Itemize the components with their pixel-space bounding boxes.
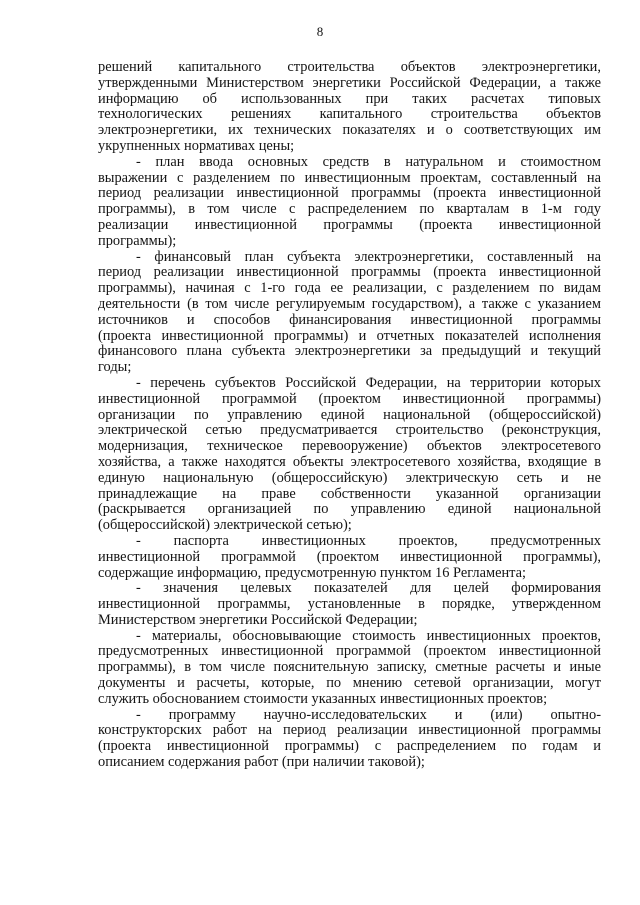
text-line: (общероссийской) электрической сетью); bbox=[98, 517, 352, 534]
document-body bbox=[98, 60, 601, 771]
text-line: организации по управлению единой национальной (общероссийской) bbox=[98, 406, 601, 423]
text-line: решений капитального строительства объектов электроэнергетики, bbox=[98, 59, 601, 75]
text-line: предусмотренных инвестиционной программой (проектом инвестиционной bbox=[98, 643, 601, 660]
paragraph bbox=[98, 376, 601, 534]
paragraph bbox=[98, 250, 601, 376]
text-line: программы), в том числе с распределением по кварталам в 1-м году bbox=[98, 201, 601, 218]
text-line: - программу научно-исследовательских и (или) опытно- bbox=[136, 706, 601, 723]
text-line: программы), начиная с 1-го года ее реализации, с разделением по видам bbox=[98, 280, 601, 297]
text-line: (проекта инвестиционной программы) с распределением по годам и bbox=[98, 738, 601, 755]
text-line: программы), в том числе пояснительную записку, сметные расчеты и иные bbox=[98, 659, 601, 676]
text-line: - материалы, обосновывающие стоимость инвестиционных проектов, bbox=[136, 627, 601, 644]
paragraph bbox=[98, 629, 601, 708]
text-line: электрической сетью предусматривается строительство (реконструкция, bbox=[98, 422, 601, 439]
paragraph bbox=[98, 534, 601, 581]
text-line: описанием содержания работ (при наличии таковой); bbox=[98, 754, 425, 771]
text-line: электроэнергетики, их технических показателях и о соответствующих им bbox=[98, 122, 601, 139]
paragraph bbox=[98, 155, 601, 250]
text-line: хозяйства, а также находятся объекты электросетевого хозяйства, входящие в bbox=[98, 453, 601, 470]
text-line: документы и расчеты, которые, по мнению сетевой организации, могут bbox=[98, 675, 601, 692]
text-line: - финансовый план субъекта электроэнергетики, составленный на bbox=[136, 248, 601, 265]
text-line: конструкторских работ на период реализации инвестиционной программы bbox=[98, 722, 601, 739]
text-line: единую национальную (общероссийскую) электрическую сеть и не bbox=[98, 469, 601, 486]
paragraph bbox=[98, 581, 601, 628]
text-line: технологических решениях капитального строительства объектов bbox=[98, 106, 601, 123]
text-line: реализации инвестиционной программы (проекта инвестиционной bbox=[98, 216, 601, 233]
text-line: информацию об использованных при таких расчетах типовых bbox=[98, 90, 601, 107]
text-line: программы); bbox=[98, 232, 177, 249]
text-line: (проекта инвестиционной программы) и отчетных показателей исполнения bbox=[98, 327, 601, 344]
text-line: источников и способов финансирования инвестиционной программы bbox=[98, 311, 601, 328]
text-line: принадлежащие на праве собственности указанной организации bbox=[98, 485, 601, 502]
text-line: - перечень субъектов Российской Федерации, на территории которых bbox=[136, 374, 601, 391]
text-line: инвестиционной программы, установленные в порядке, утвержденном bbox=[98, 596, 601, 613]
text-line: служить обоснованием стоимости указанных инвестиционных проектов; bbox=[98, 690, 548, 707]
page-number: 8 bbox=[316, 24, 324, 39]
text-line: Министерством энергетики Российской Федерации; bbox=[98, 611, 418, 628]
text-line: содержащие информацию, предусмотренную пунктом 16 Регламента; bbox=[98, 564, 527, 581]
paragraph bbox=[98, 708, 601, 771]
text-line: период реализации инвестиционной программы (проекта инвестиционной bbox=[98, 264, 601, 281]
text-line: (раскрывается организацией по управлению единой национальной bbox=[98, 501, 601, 518]
text-line: годы; bbox=[98, 359, 132, 376]
text-line: период реализации инвестиционной программы (проекта инвестиционной bbox=[98, 185, 601, 202]
text-line: инвестиционной программой (проектом инвестиционной программы), bbox=[98, 548, 601, 565]
text-line: финансового плана субъекта электроэнергетики за предыдущий и текущий bbox=[98, 343, 601, 360]
text-line: выражении с разделением по инвестиционным проектам, составленный на bbox=[98, 169, 601, 186]
text-line: укрупненных нормативах цены; bbox=[98, 137, 295, 154]
text-line: модернизация, техническое перевооружение) объектов электросетевого bbox=[98, 438, 601, 455]
text-line: инвестиционной программой (проектом инвестиционной программы) bbox=[98, 390, 601, 407]
paragraph bbox=[98, 60, 601, 155]
text-line: - значения целевых показателей для целей формирования bbox=[136, 580, 601, 597]
text-line: - план ввода основных средств в натуральном и стоимостном bbox=[136, 153, 601, 170]
text-line: деятельности (в том числе регулируемым государством), а также с указанием bbox=[98, 295, 601, 312]
text-line: - паспорта инвестиционных проектов, предусмотренных bbox=[136, 532, 601, 549]
text-line: утвержденными Министерством энергетики Российской Федерации, а также bbox=[98, 74, 601, 91]
